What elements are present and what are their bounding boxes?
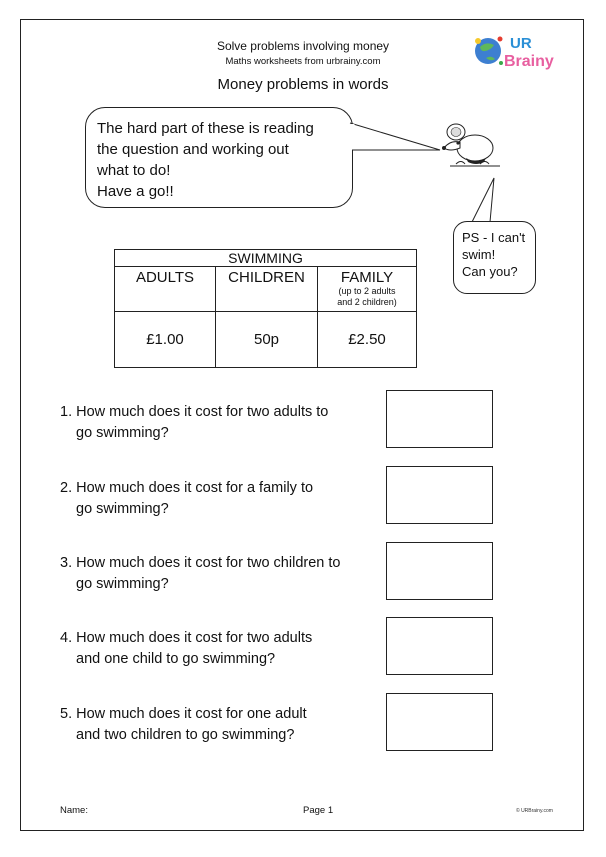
answer-box-2[interactable] [386,466,493,524]
ps-line: PS - I can't [462,230,526,245]
family-label: FAMILY [340,269,394,286]
question-text: 5. How much does it cost for one adult [60,706,307,722]
answer-box-5[interactable] [386,693,493,751]
ps-line: swim! [462,247,496,262]
ps-bubble-tail [466,176,506,226]
price-children: 50p [216,312,318,368]
question-text: 1. How much does it cost for two adults to [60,404,329,420]
price-adults: £1.00 [115,312,216,368]
question-text: and one child to go swimming? [76,651,276,667]
answer-box-1[interactable] [386,390,493,448]
page-number: Page 1 [303,805,334,816]
copyright: © URBrainy.com [516,808,553,814]
question-text: 3. How much does it cost for two children to [60,555,341,571]
question-text: go swimming? [76,501,169,517]
mouse-illustration [430,118,510,178]
bubble-line: the question and working out [97,141,289,158]
answer-box-4[interactable] [386,617,493,675]
page-title: Money problems in words [217,76,389,93]
worksheet-header-subtitle: Maths worksheets from urbrainy.com [225,56,381,67]
family-note [318,286,416,308]
bubble-line: what to do! [97,162,171,179]
bubble-line: The hard part of these is reading [97,120,314,137]
question-text: 2. How much does it cost for a family to [60,480,314,496]
question-text: 4. How much does it cost for two adults [60,630,313,646]
price-family: £2.50 [318,312,417,368]
question-text: and two children to go swimming? [76,727,295,743]
bubble-line: Have a go!! [97,183,174,200]
family-note-line: and 2 children) [337,297,397,307]
table-title: SWIMMING [115,250,417,267]
question-2 [60,478,380,520]
question-5 [60,704,380,746]
logo-text-bottom: Brainy [504,53,554,70]
question-3 [60,553,380,595]
question-text: go swimming? [76,576,169,592]
urbrainy-logo [470,30,566,72]
family-note-line: (up to 2 adults [338,286,396,296]
question-4 [60,628,380,670]
header-children: CHILDREN [216,267,318,312]
name-label: Name: [60,805,88,816]
question-1 [60,402,380,444]
logo-text-top: UR [510,35,532,52]
ps-line: Can you? [462,264,518,279]
header-adults: ADULTS [115,267,216,312]
answer-box-3[interactable] [386,542,493,600]
worksheet-header-title: Solve problems involving money [216,39,390,53]
swimming-price-table [114,249,417,368]
question-text: go swimming? [76,425,169,441]
speech-bubble-main [85,107,353,208]
speech-bubble-ps [453,221,536,294]
header-family [318,267,417,312]
